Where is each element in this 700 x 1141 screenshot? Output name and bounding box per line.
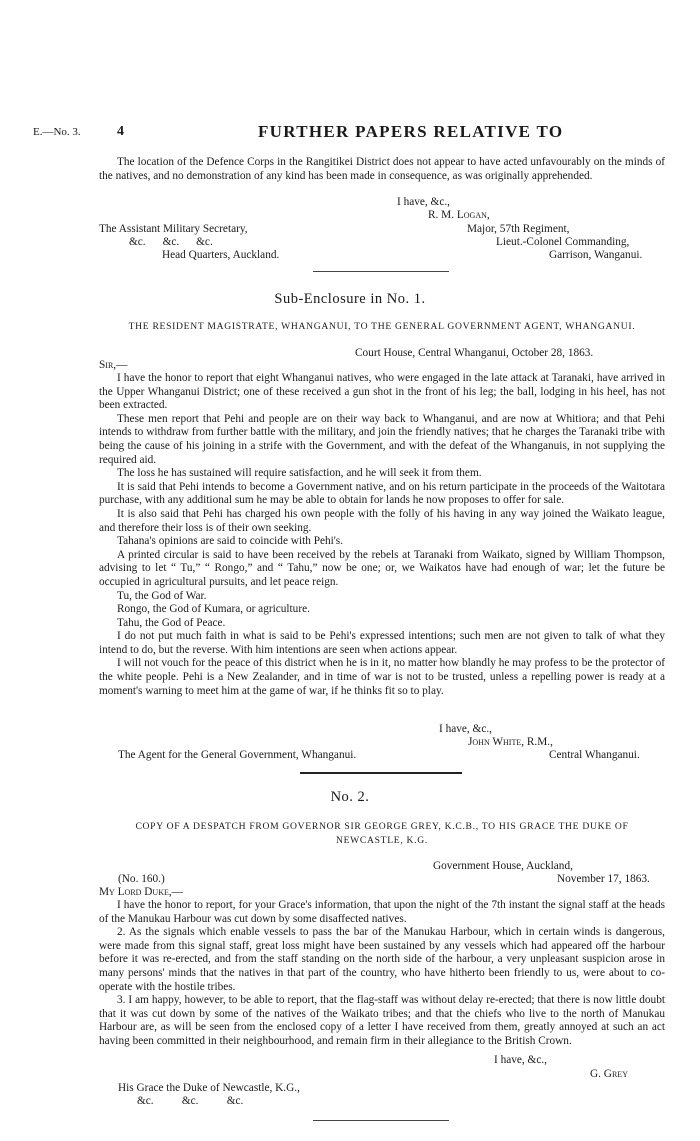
enclosure-closing: I have, &c., bbox=[439, 723, 493, 735]
enclosure-paragraph: Tahana's opinions are said to coincide with Pehi's. bbox=[117, 535, 344, 548]
enclosure-paragraph: I do not put much faith in what is said to be Pehi's expressed intentions; such men are not given to talk of what they intend to do, but the reverse. With him intentions are seen when actions appear. bbox=[99, 630, 665, 656]
despatch-paragraph: 3. I am happy, however, to be able to report, that the flag-staff was without delay re-erected; that there is now little doubt that it was cut down by some of the natives of the Waikato tribes; and that the chiefs who live to the north of Manukau Harbour are, as will be seen from the enclosed copy of a letter I have received from them, greatly annoyed at such an act having been committed in their neighbourhood, and remain firm in their allegiance to the British Crown. bbox=[99, 994, 665, 1047]
enclosure-paragraph: It is said that Pehi intends to become a Government native, and on his return participate in the proceeds of the Waitotara purchase, with any additional sum he may be able to obtain for lands he now proposes to offer for sale. bbox=[99, 480, 665, 507]
intro-block bbox=[99, 156, 665, 183]
despatch-date: November 17, 1863. bbox=[557, 873, 650, 885]
intro-addressee-1: The Assistant Military Secretary, bbox=[99, 223, 248, 235]
page-number: 4 bbox=[117, 124, 124, 139]
document-reference: E.—No. 3. bbox=[33, 126, 81, 138]
enclosure-place-date: Court House, Central Whanganui, October 28, 1863. bbox=[355, 347, 594, 359]
intro-paragraph: The location of the Defence Corps in the Rangitikei District does not appear to have acted unfavourably on the minds of the natives, and no demonstration of any kind has been made in consequence, as was originally apprehended. bbox=[99, 156, 665, 182]
enclosure-signature: John White, R.M., bbox=[468, 736, 553, 748]
enclosure-paragraph: I have the honor to report that eight Whanganui natives, who were engaged in the late attack at Taranaki, have arrived in the Upper Whanganui District; one of these received a gun shot in the front of his leg; the ball, lodging in his heel, has not been extracted. bbox=[99, 372, 665, 412]
despatch-closing: I have, &c., bbox=[494, 1054, 548, 1066]
enclosure-paragraph: The loss he has sustained will require satisfaction, and he will seek it from them. bbox=[117, 467, 482, 480]
despatch-paragraph: 2. As the signals which enable vessels to pass the bar of the Manukau Harbour, which in certain winds is dangerous, were made from this signal staff, great loss might have been sustained by any vessels which had appeared off the harbour before it was re-erected, and from the staff standing on the north side of the harbour, a very unpleasant suspicion arose in many persons' minds that the natives in that part of the country, who have hitherto been friendly to us, were about to co-operate with the hostile tribes. bbox=[99, 926, 665, 993]
despatch-paragraph: I have the honor to report, for your Grace's information, that upon the night of the 7th instant the signal staff at the heads of the Manukau Harbour was cut down by some disaffected natives. bbox=[99, 899, 665, 925]
intro-signature-title: Lieut.-Colonel Commanding, bbox=[496, 236, 630, 248]
section-divider bbox=[313, 271, 449, 272]
intro-addressee-2: &c. &c. &c. bbox=[129, 236, 213, 248]
enclosure-salutation: Sir,— bbox=[99, 359, 128, 371]
despatch-body bbox=[99, 899, 665, 1049]
end-divider bbox=[313, 1120, 449, 1121]
enclosure-paragraph: It is also said that Pehi has charged his own people with the folly of his having in any way joined the Waikato league, and therefore their loss is of their own seeking. bbox=[99, 507, 665, 534]
section-divider-thick bbox=[300, 772, 462, 774]
enclosure-paragraph: Tu, the God of War. bbox=[117, 589, 207, 602]
intro-signature-rank: Major, 57th Regiment, bbox=[467, 223, 570, 235]
despatch-caption-2: NEWCASTLE, K.G. bbox=[335, 835, 429, 846]
enclosure-paragraph: I will not vouch for the peace of this district when he is in it, no matter how blandly he may profess to be the protector of the white people. Pehi is a New Zealander, and in time of war is not to be trusted, unless a repelling power is ready at a moment's warning to meet him at the game of war, if he thinks fit so to play. bbox=[99, 657, 665, 697]
enclosure-paragraph: Tahu, the God of Peace. bbox=[117, 616, 226, 629]
despatch-salutation: My Lord Duke,— bbox=[99, 886, 183, 898]
enclosure-signature-place: Central Whanganui. bbox=[549, 749, 640, 761]
enclosure-paragraph: A printed circular is said to have been received by the rebels at Taranaki from Waikato, signed by William Thompson, advising to let “ Tu,” “ Rongo,” and “ Tahu,” now be one; or, we Waikatos have had enough of war; let the future be occupied in agricultural pursuits, and let peace reign. bbox=[99, 548, 665, 588]
despatch-addressee-1: His Grace the Duke of Newcastle, K.G., bbox=[118, 1082, 300, 1094]
running-title: FURTHER PAPERS RELATIVE TO bbox=[258, 122, 564, 141]
enclosure-body bbox=[99, 372, 665, 698]
despatch-caption-1: COPY OF A DESPATCH FROM GOVERNOR SIR GEORGE GREY, K.C.B., TO HIS GRACE THE DUKE OF bbox=[135, 821, 629, 832]
intro-signature: R. M. Logan, bbox=[428, 209, 490, 221]
enclosure-paragraph: Rongo, the God of Kumara, or agriculture. bbox=[117, 603, 310, 616]
enclosure-paragraph: These men report that Pehi and people are on their way back to Whanganui, and are now at Whitiora; and that Pehi intends to withdraw from further battle with the military, and join the friendly natives; that he charges the Taranaki tribe with being the cause of his joining in a strife with the Government, and with the defeat of the Whanganuis, in not supplying the required aid. bbox=[99, 412, 665, 466]
enclosure-heading: Sub-Enclosure in No. 1. bbox=[274, 291, 426, 307]
despatch-heading: No. 2. bbox=[330, 789, 370, 805]
enclosure-addressee: The Agent for the General Government, Whanganui. bbox=[118, 749, 357, 761]
enclosure-caption: THE RESIDENT MAGISTRATE, WHANGANUI, TO THE GENERAL GOVERNMENT AGENT, WHANGANUI. bbox=[128, 321, 636, 332]
despatch-addressee-2: &c. &c. &c. bbox=[137, 1095, 244, 1107]
intro-closing: I have, &c., bbox=[397, 196, 451, 208]
despatch-place: Government House, Auckland, bbox=[433, 860, 573, 872]
intro-addressee-3: Head Quarters, Auckland. bbox=[162, 249, 280, 261]
despatch-signature: G. Grey bbox=[590, 1068, 628, 1080]
intro-signature-place: Garrison, Wanganui. bbox=[549, 249, 643, 261]
despatch-number: (No. 160.) bbox=[118, 873, 165, 885]
